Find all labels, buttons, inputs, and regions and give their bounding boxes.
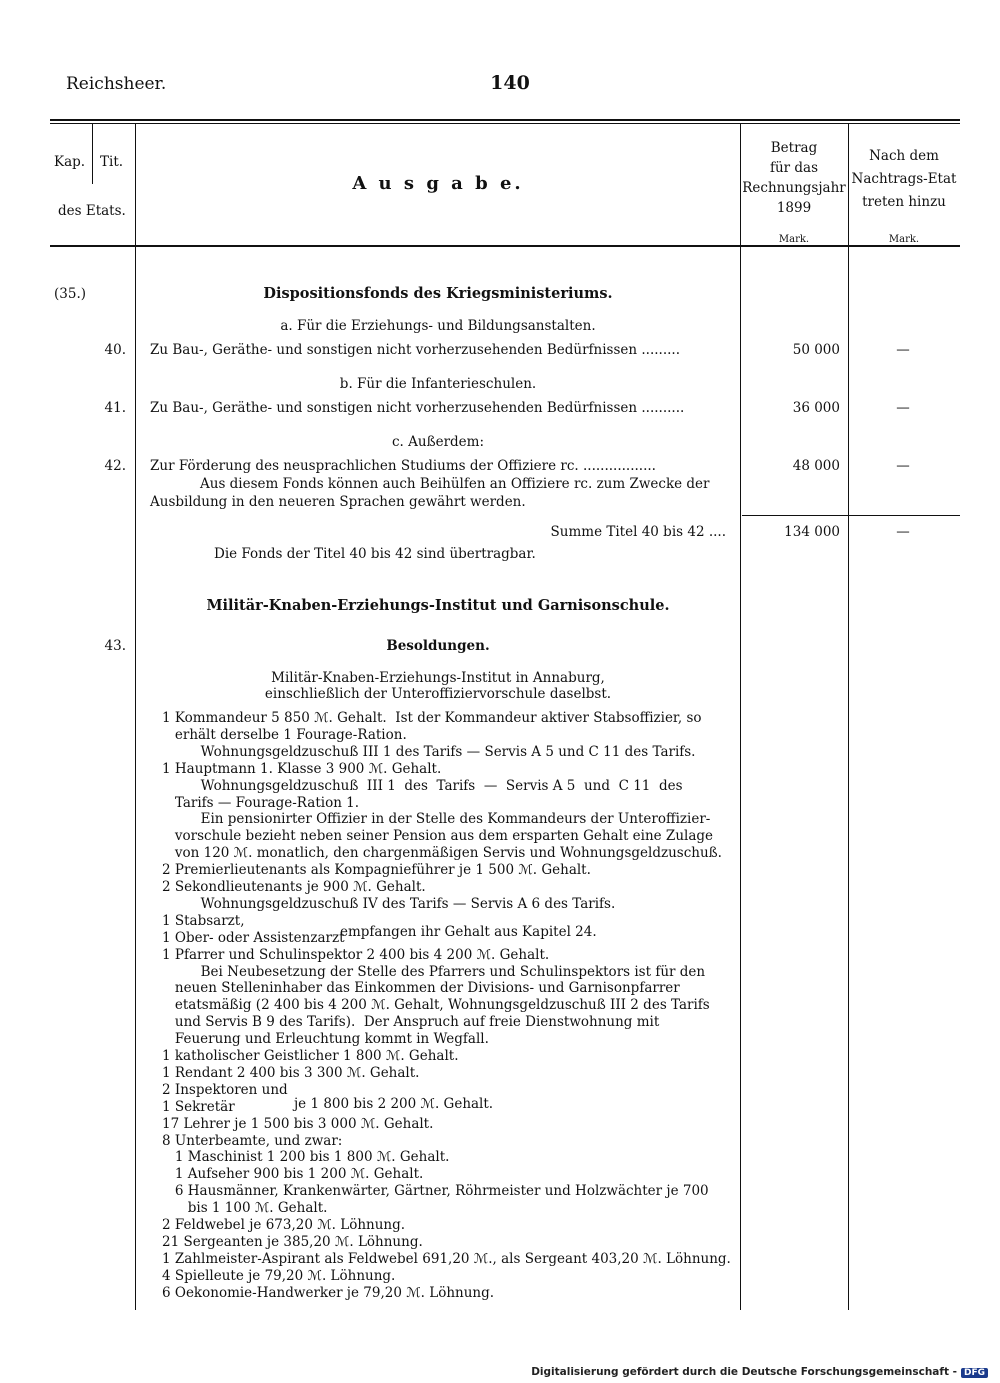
staff-line: 17 Lehrer je 1 500 bis 3 000 ℳ. Gehalt. xyxy=(162,1115,434,1132)
des-etats-header: des Etats. xyxy=(58,203,126,219)
staff-line: 2 Inspektoren und xyxy=(162,1081,288,1098)
staff-line: 21 Sergeanten je 385,20 ℳ. Löhnung. xyxy=(162,1233,423,1250)
staff-line: 1 Rendant 2 400 bis 3 300 ℳ. Gehalt. xyxy=(162,1064,420,1081)
staff-line: von 120 ℳ. monatlich, den chargenmäßigen Servis und Wohnungsgeldzuschuß. xyxy=(162,845,722,862)
staff-line: vorschule bezieht neben seiner Pension aus dem ersparten Gehalt eine Zulage xyxy=(162,828,714,845)
institution-line-1: Militär-Knaben-Erziehungs-Institut in Annaburg, xyxy=(271,670,605,686)
staff-line: 1 Stabsarzt, xyxy=(162,912,245,929)
text-42-line-3: Ausbildung in den neueren Sprachen gewährt werden. xyxy=(150,494,526,510)
kap-tit-divider xyxy=(92,124,93,184)
running-head: Reichsheer. xyxy=(66,74,167,94)
dfg-logo: DFG xyxy=(961,1368,988,1378)
tit-40: 40. xyxy=(104,342,126,358)
top-rule-thin xyxy=(50,123,960,124)
betrag-line-1: Betrag xyxy=(770,140,818,156)
staff-line: Bei Neubesetzung der Stelle des Pfarrers und Schulinspektors ist für den xyxy=(162,963,706,980)
unit-mark-1: Mark. xyxy=(778,234,810,245)
ausgabe-title: A u s g a b e. xyxy=(352,173,524,194)
sum-amount: 134 000 xyxy=(784,524,840,540)
staff-line: 1 katholischer Geistlicher 1 800 ℳ. Gehalt. xyxy=(162,1048,459,1064)
footer-text: Digitalisierung gefördert durch die Deutsche Forschungsgemeinschaft - xyxy=(531,1366,957,1378)
tit-header: Tit. xyxy=(100,154,124,170)
nachtrag-line-3: treten hinzu xyxy=(862,194,946,210)
col-divider-3 xyxy=(848,124,849,1310)
top-rule xyxy=(50,119,960,121)
dash-40: — xyxy=(896,342,910,358)
staff-line: 2 Sekondlieutenants je 900 ℳ. Gehalt. xyxy=(162,879,426,895)
staff-line: Ein pensionirter Offizier in der Stelle des Kommandeurs der Unteroffizier- xyxy=(162,811,711,828)
sum-rule xyxy=(742,515,960,516)
staff-line: etatsmäßig (2 400 bis 4 200 ℳ. Gehalt, Wohnungsgeldzuschuß III 2 des Tarifs xyxy=(162,997,710,1014)
staff-line: 1 Hauptmann 1. Klasse 3 900 ℳ. Gehalt. xyxy=(162,760,442,777)
staff-line: 1 Kommandeur 5 850 ℳ. Gehalt. Ist der Kommandeur aktiver Stabsoffizier, so xyxy=(162,710,702,726)
staff-line: Feuerung und Erleuchtung kommt in Wegfall. xyxy=(162,1031,489,1048)
staff-line: 1 Ober- oder Assistenzarzt xyxy=(162,929,345,946)
staff-line: 6 Hausmänner, Krankenwärter, Gärtner, Röhrmeister und Holzwächter je 700 xyxy=(162,1183,709,1200)
staff-line: 2 Feldwebel je 673,20 ℳ. Löhnung. xyxy=(162,1217,406,1233)
col-divider-2 xyxy=(740,124,741,1310)
betrag-line-4: 1899 xyxy=(776,200,812,216)
staff-line: 4 Spielleute je 79,20 ℳ. Löhnung. xyxy=(162,1267,396,1284)
staff-line: Wohnungsgeldzuschuß III 1 des Tarifs — Servis A 5 und C 11 des xyxy=(162,777,683,794)
staff-line: 1 Sekretär xyxy=(162,1098,235,1115)
nachtrag-line-1: Nach dem xyxy=(869,148,939,164)
staff-line: Wohnungsgeldzuschuß IV des Tarifs — Servis A 6 des Tarifs. xyxy=(162,895,616,912)
dash-42: — xyxy=(896,458,910,474)
brace-text-2: je 1 800 bis 2 200 ℳ. Gehalt. xyxy=(294,1096,494,1112)
staff-line: erhält derselbe 1 Fourage-Ration. xyxy=(162,726,407,743)
amount-40: 50 000 xyxy=(792,342,840,358)
section-title-2: Militär-Knaben-Erziehungs-Institut und Garnisonschule. xyxy=(206,597,670,614)
nachtrag-line-2: Nachtrags-Etat xyxy=(851,171,957,187)
staff-line: 1 Maschinist 1 200 bis 1 800 ℳ. Gehalt. xyxy=(162,1149,450,1166)
text-40: Zu Bau-, Geräthe- und sonstigen nicht vorherzusehenden Bedürfnissen ......... xyxy=(150,342,680,358)
betrag-line-2: für das xyxy=(769,160,819,176)
amount-42: 48 000 xyxy=(792,458,840,474)
tit-43: 43. xyxy=(104,638,126,654)
institution-line-2: einschließlich der Unteroffiziervorschule daselbst. xyxy=(264,686,612,702)
sum-label: Summe Titel 40 bis 42 .... xyxy=(550,524,726,540)
subheading-a: a. Für die Erziehungs- und Bildungsanstalten. xyxy=(280,318,596,334)
page-number: 140 xyxy=(490,72,530,94)
staff-line: 1 Zahlmeister-Aspirant als Feldwebel 691,20 ℳ., als Sergeant 403,20 ℳ. Löhnung. xyxy=(162,1250,731,1267)
staff-line: 8 Unterbeamte, und zwar: xyxy=(162,1132,343,1149)
text-42-line-1: Zur Förderung des neusprachlichen Studiums der Offiziere rc. ................. xyxy=(150,458,656,474)
staff-line: 2 Premierlieutenants als Kompagnieführer je 1 500 ℳ. Gehalt. xyxy=(162,862,591,879)
kap-header: Kap. xyxy=(54,154,86,170)
staff-line: Tarifs — Fourage-Ration 1. xyxy=(162,794,360,811)
betrag-line-3: Rechnungsjahr xyxy=(742,180,846,196)
staff-line: bis 1 100 ℳ. Gehalt. xyxy=(162,1200,328,1217)
dash-41: — xyxy=(896,400,910,416)
staff-line: und Servis B 9 des Tarifs). Der Anspruch auf freie Dienstwohnung mit xyxy=(162,1014,660,1031)
tit-42: 42. xyxy=(104,458,126,474)
besoldungen-heading: Besoldungen. xyxy=(386,638,490,654)
staff-line: Wohnungsgeldzuschuß III 1 des Tarifs — Servis A 5 und C 11 des Tarifs. xyxy=(162,743,696,760)
staff-line: 6 Oekonomie-Handwerker je 79,20 ℳ. Löhnung. xyxy=(162,1284,495,1301)
footer-credit xyxy=(531,1366,988,1378)
tit-41: 41. xyxy=(104,400,126,416)
kap-number: (35.) xyxy=(54,286,87,302)
amount-41: 36 000 xyxy=(792,400,840,416)
staff-line: 1 Aufseher 900 bis 1 200 ℳ. Gehalt. xyxy=(162,1166,424,1183)
text-42-line-2: Aus diesem Fonds können auch Beihülfen an Offiziere rc. zum Zwecke der xyxy=(200,476,710,492)
transfer-note: Die Fonds der Titel 40 bis 42 sind übertragbar. xyxy=(214,546,536,562)
sum-dash: — xyxy=(896,524,910,540)
subheading-b: b. Für die Infanterieschulen. xyxy=(339,376,537,392)
brace-text-1: empfangen ihr Gehalt aus Kapitel 24. xyxy=(340,924,597,940)
staff-line: 1 Pfarrer und Schulinspektor 2 400 bis 4 200 ℳ. Gehalt. xyxy=(162,946,550,963)
section-title: Dispositionsfonds des Kriegsministeriums. xyxy=(263,285,613,302)
unit-mark-2: Mark. xyxy=(888,234,920,245)
subheading-c: c. Außerdem: xyxy=(391,434,485,450)
staff-line: neuen Stelleninhaber das Einkommen der Divisions- und Garnisonpfarrer xyxy=(162,980,680,997)
text-41: Zu Bau-, Geräthe- und sonstigen nicht vorherzusehenden Bedürfnissen .......... xyxy=(150,400,685,416)
